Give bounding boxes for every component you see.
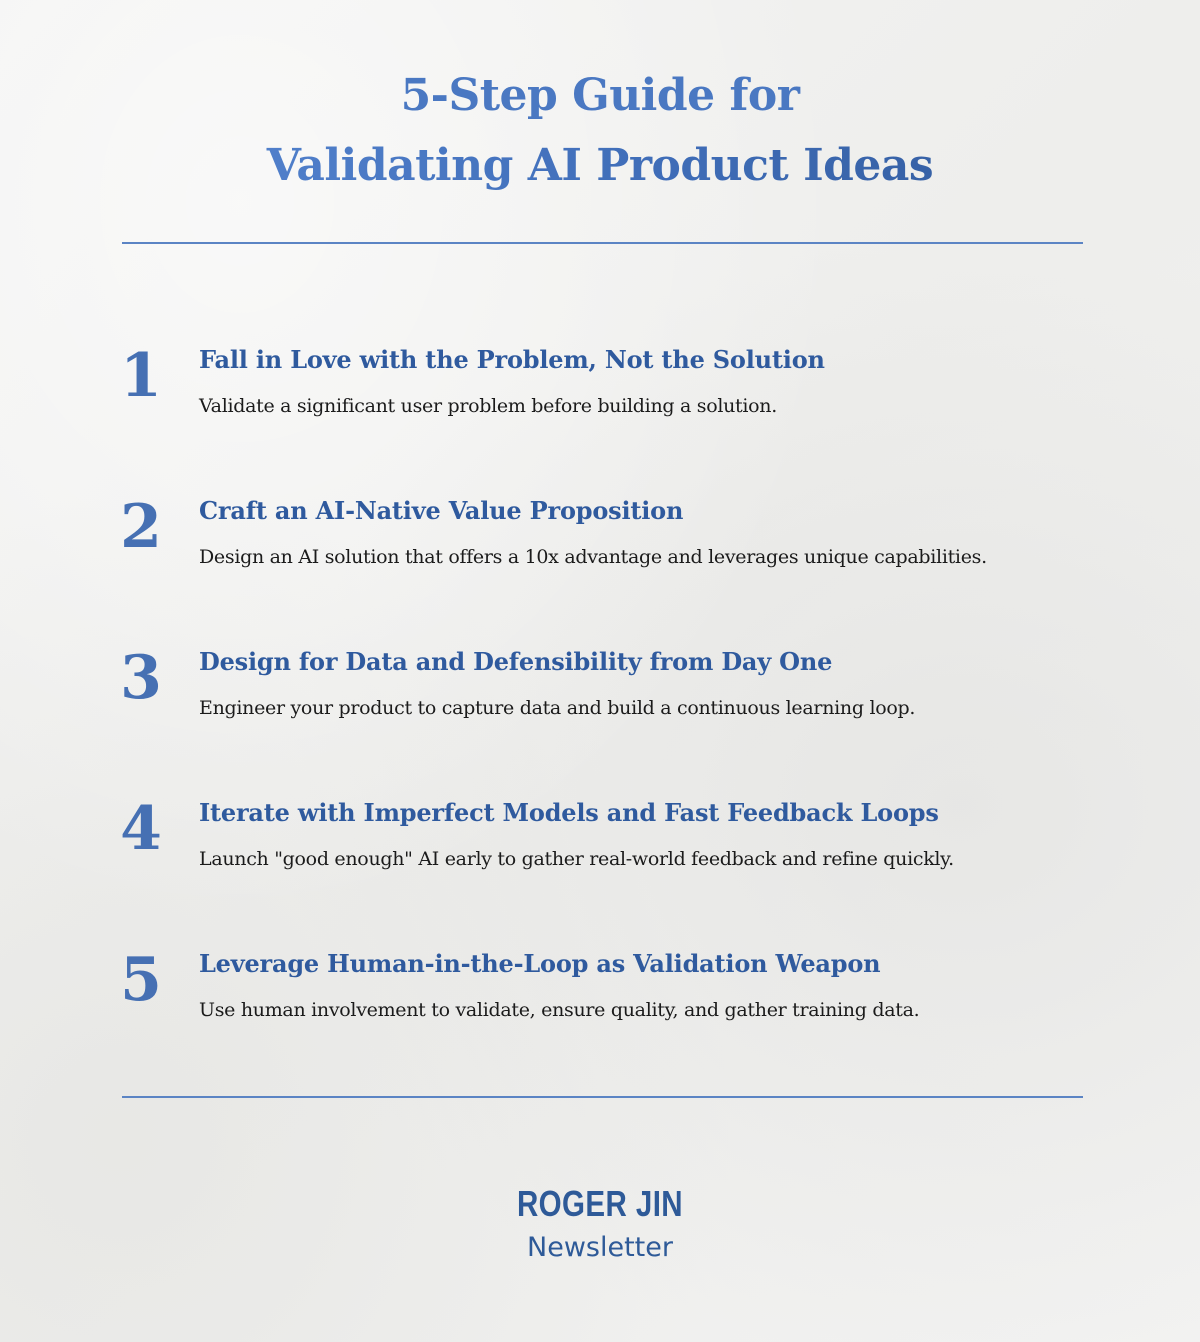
page-title-line-2: Validating AI Product Ideas: [0, 130, 1200, 202]
step-description: Validate a significant user problem before building a solution.: [199, 395, 777, 417]
page-title: [0, 62, 1200, 202]
step-item: [0, 942, 1200, 1052]
step-number: 5: [120, 945, 162, 1015]
brand-logo: [0, 1182, 1200, 1266]
step-title: Leverage Human-in-the-Loop as Validation Weapon: [199, 949, 881, 978]
step-title: Craft an AI-Native Value Proposition: [199, 496, 684, 525]
step-description: Design an AI solution that offers a 10x advantage and leverages unique capabilities.: [199, 546, 987, 568]
top-divider: [122, 242, 1083, 244]
brand-subtitle: Newsletter: [527, 1232, 673, 1263]
step-description: Use human involvement to validate, ensure quality, and gather training data.: [199, 999, 920, 1021]
page-title-line-1: 5-Step Guide for: [400, 70, 800, 121]
step-description: Launch "good enough" AI early to gather real-world feedback and refine quickly.: [199, 848, 954, 870]
step-item: [0, 338, 1200, 448]
step-title: Fall in Love with the Problem, Not the Solution: [199, 345, 825, 374]
step-number: 1: [120, 341, 162, 411]
step-number: 2: [120, 492, 162, 562]
step-description: Engineer your product to capture data and build a continuous learning loop.: [199, 697, 916, 719]
step-item: [0, 640, 1200, 750]
step-item: [0, 791, 1200, 901]
brand-name: ROGER JIN: [516, 1183, 684, 1224]
step-title: Iterate with Imperfect Models and Fast Feedback Loops: [199, 798, 939, 827]
step-title: Design for Data and Defensibility from Day One: [199, 647, 833, 676]
bottom-divider: [122, 1096, 1083, 1098]
step-number: 3: [120, 643, 162, 713]
step-item: [0, 489, 1200, 599]
step-number: 4: [120, 794, 162, 864]
